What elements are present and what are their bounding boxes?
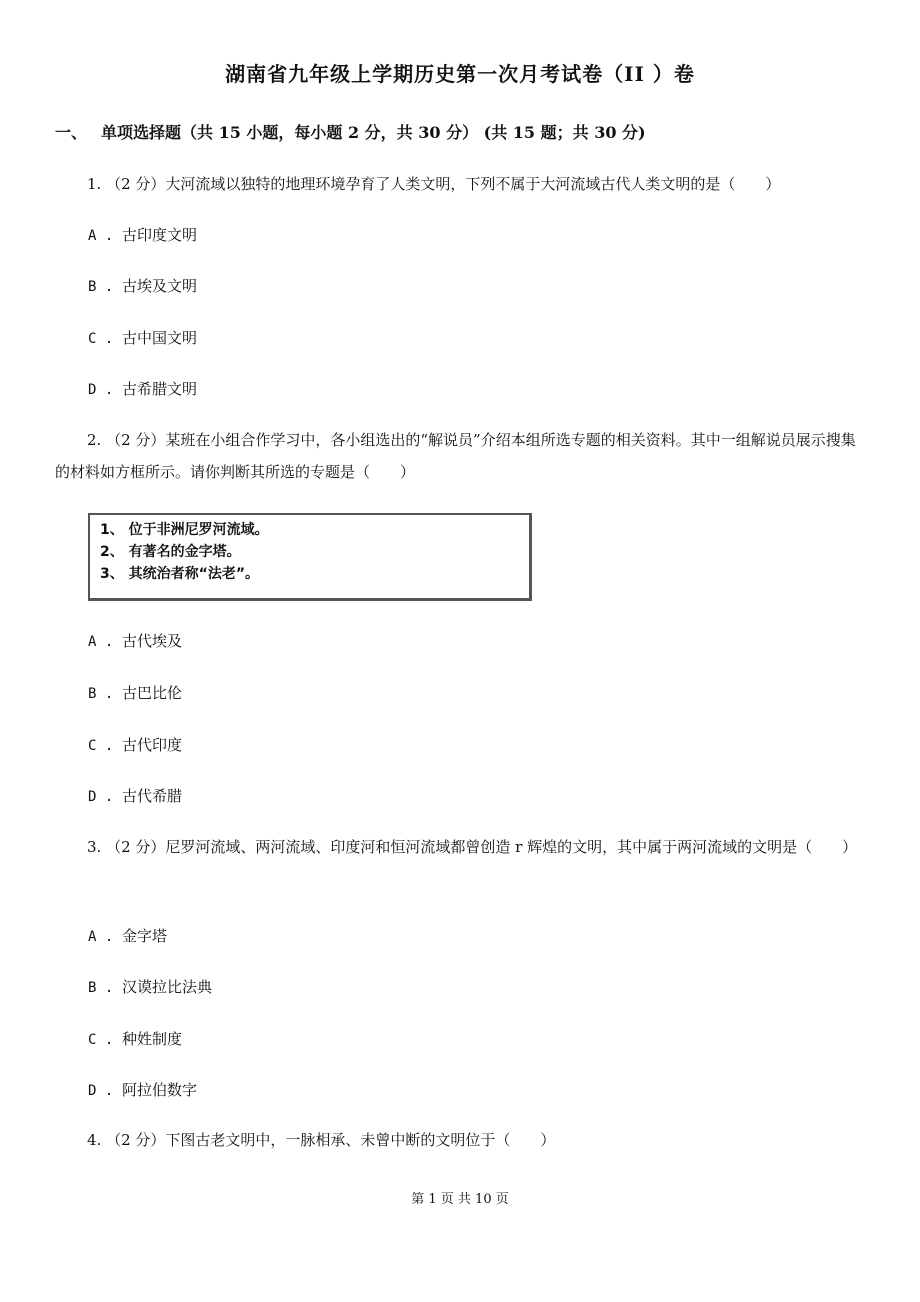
question-3-option-d[interactable] bbox=[88, 1079, 197, 1102]
option-letter: B . bbox=[88, 279, 114, 295]
option-text: 古代埃及 bbox=[122, 632, 183, 650]
question-1-option-d[interactable] bbox=[88, 378, 197, 401]
option-letter: A . bbox=[88, 634, 114, 650]
material-line: 3、 其统治者称“法老”。 bbox=[100, 566, 260, 582]
option-text: 汉谟拉比法典 bbox=[122, 978, 213, 996]
question-3-option-a[interactable] bbox=[88, 925, 167, 948]
option-letter: D . bbox=[88, 789, 114, 805]
question-1-text: 1. （2 分）大河流域以独特的地理环境孕育了人类文明，下列不属于大河流域古代人类文明的是（ ） bbox=[87, 175, 781, 193]
option-letter: C . bbox=[88, 738, 114, 754]
option-text: 古代希腊 bbox=[122, 787, 183, 805]
question-1-option-a[interactable] bbox=[88, 224, 197, 247]
question-1-option-b[interactable] bbox=[88, 275, 197, 298]
option-text: 金字塔 bbox=[122, 927, 168, 945]
option-text: 种姓制度 bbox=[122, 1030, 183, 1048]
question-2-text: 2. （2 分）某班在小组合作学习中，各小组选出的“解说员”介绍本组所选专题的相关资料。其中一组解说员展示搜集的材料如方框所示。请你判断其所选的专题是（ ） bbox=[55, 431, 856, 481]
question-3-text: 3. （2 分）尼罗河流域、两河流域、印度河和恒河流域都曾创造 r 辉煌的文明，其中属于两河流域的文明是（ ） bbox=[87, 838, 858, 856]
option-letter: A . bbox=[88, 929, 114, 945]
question-3-option-b[interactable] bbox=[88, 976, 212, 999]
option-text: 阿拉伯数字 bbox=[122, 1081, 198, 1099]
page-title: 湖南省九年级上学期历史第一次月考试卷（II ）卷 bbox=[225, 62, 695, 86]
question-2-option-a[interactable] bbox=[88, 630, 182, 653]
question-3-option-c[interactable] bbox=[88, 1028, 182, 1051]
question-2-option-b[interactable] bbox=[88, 682, 182, 705]
option-letter: B . bbox=[88, 980, 114, 996]
option-text: 古埃及文明 bbox=[122, 277, 198, 295]
material-line: 2、 有著名的金字塔。 bbox=[100, 544, 241, 560]
option-letter: D . bbox=[88, 382, 114, 398]
option-text: 古代印度 bbox=[122, 736, 183, 754]
section-heading bbox=[55, 120, 646, 143]
question-1-option-c[interactable] bbox=[88, 327, 197, 350]
question-2-option-d[interactable] bbox=[88, 785, 182, 808]
option-letter: B . bbox=[88, 686, 114, 702]
option-letter: C . bbox=[88, 331, 114, 347]
option-text: 古希腊文明 bbox=[122, 380, 198, 398]
material-box bbox=[88, 513, 532, 601]
section-number: 一、 bbox=[55, 123, 88, 142]
question-2-option-c[interactable] bbox=[88, 734, 182, 757]
question-4-text: 4. （2 分）下图古老文明中，一脉相承、未曾中断的文明位于（ ） bbox=[87, 1131, 556, 1149]
option-letter: A . bbox=[88, 228, 114, 244]
section-heading-text: 单项选择题（共 15 小题，每小题 2 分，共 30 分） (共 15 题；共 30 分) bbox=[101, 123, 646, 142]
option-letter: C . bbox=[88, 1032, 114, 1048]
page-footer: 第 1 页 共 10 页 bbox=[411, 1192, 509, 1207]
option-text: 古印度文明 bbox=[122, 226, 198, 244]
option-letter: D . bbox=[88, 1083, 114, 1099]
option-text: 古巴比伦 bbox=[122, 684, 183, 702]
material-line: 1、 位于非洲尼罗河流域。 bbox=[100, 522, 269, 538]
option-text: 古中国文明 bbox=[122, 329, 198, 347]
